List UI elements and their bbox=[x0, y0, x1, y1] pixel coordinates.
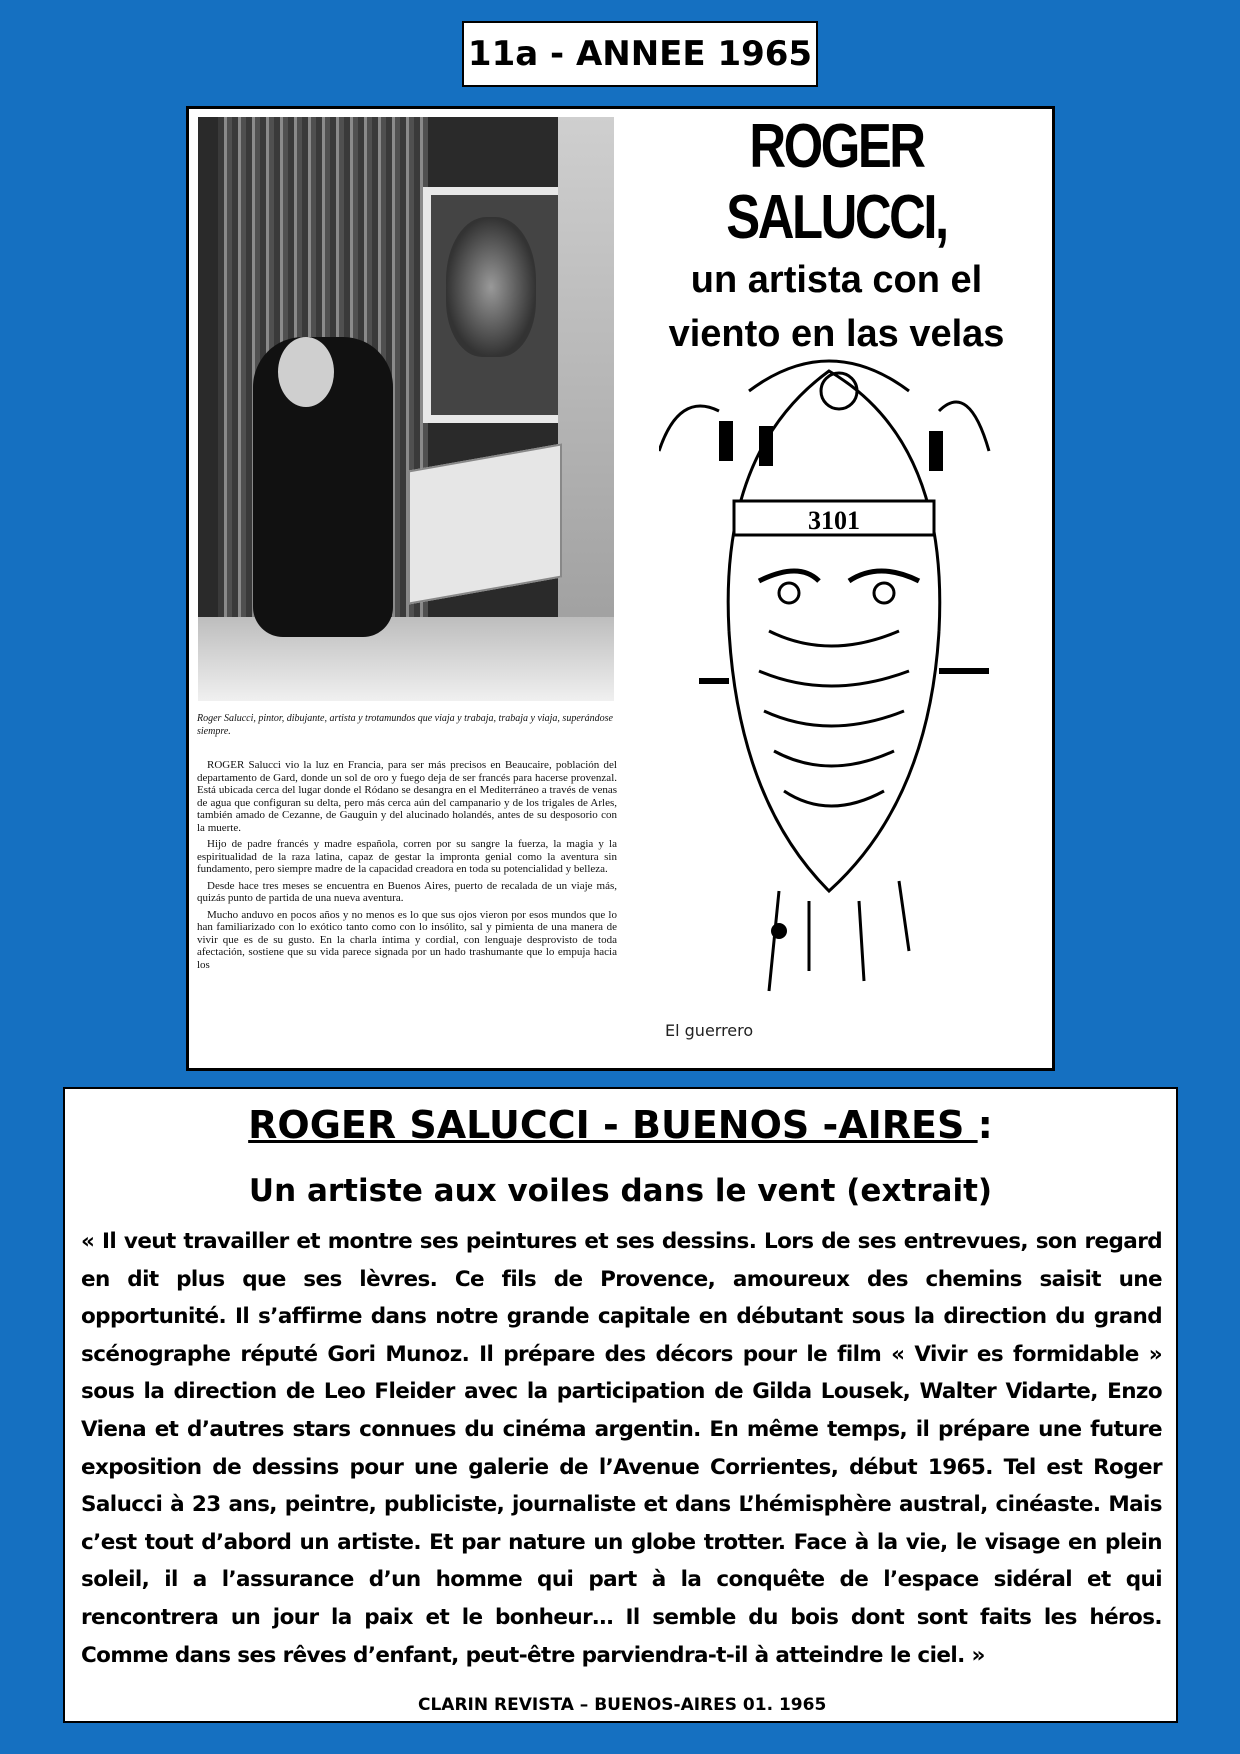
article-paragraph: Mucho anduvo en pocos años y no menos es lo que sus ojos vieron por esos mundos que lo han familiarizado con lo exótico tanto como con lo insólito, sal y pimienta de una manera de vivir que es de su gusto. En la charla íntima y cordial, con lenguaje desprovisto de toda afectación, sostiene que su vida parece signada por un hado trashumante que lo empuja hacia los bbox=[197, 908, 617, 971]
headline-line-1: un artista con el bbox=[690, 259, 983, 301]
summary-body: « Il veut travailler et montre ses peintures et ses dessins. Lors de ses entrevues, son regard en dit plus que ses lèvres. Ce fils de Provence, amoureux des chemins saisit une opportunité. Il s’affirme dans notre grande capitale en débutant sous la direction du grand scénographe réputé Gori Munoz. Il prépare des décors pour le film « Vivir es formidable » sous la direction de Leo Fleider avec la participation de Gilda Lousek, Walter Vidarte, Enzo Viena et d’autres stars connues du cinéma argentin. En même temps, il prépare une future exposition de dessins pour une galerie de l’Avenue Corrientes, début 1965. Tel est Roger Salucci à 23 ans, peintre, publiciste, journaliste et dans L’hémisphère austral, cinéaste. Mais c’est tout d’abord un artiste. Et par nature un globe trotter. Face à la vie, le visage en plein soleil, il a l’assurance d’un homme qui part à la conquête de l’espace sidéral et qui rencontrera un jour la paix et le bonheur… Il semble du bois dont sont faits les héros. Comme dans ses rêves d’enfant, peut-être parviendra-t-il à atteindre le ciel. » bbox=[81, 1229, 1162, 1668]
warrior-drawing bbox=[659, 331, 999, 1011]
summary-title-main: ROGER SALUCCI - BUENOS -AIRES bbox=[248, 1103, 978, 1147]
page-label: 11a - ANNEE 1965 bbox=[462, 21, 818, 87]
article-paragraph: ROGER Salucci vio la luz en Francia, para ser más precisos en Beaucaire, población del departamento de Gard, donde un sol de oro y fuego deja de ser francés para hacerse provenzal. Está ubicada cerca del lugar donde el Ródano se desangra en el Mediterráneo a través de venas de agua que configuran su delta, pero más cerca aún del campanario y de los trigales de Arles, también amado de Cezanne, de Gauguin y del alucinado holandés, antes de su desposorio con la muerte. bbox=[197, 759, 617, 834]
headline-name: ROGER SALUCCI, bbox=[726, 112, 947, 252]
drawing-number: 3101 bbox=[808, 506, 860, 535]
summary-title bbox=[65, 1103, 1176, 1147]
article-paragraph: Hijo de padre francés y madre española, corren por su sangre la fuerza, la magia y la espiritualidad de la raza latina, capaz de gestar la impronta genial como la aventura sin fundamento, pero siempre madre de la capacidad creadora en toda su potencialidad y belleza. bbox=[197, 838, 617, 875]
photo-caption: Roger Salucci, pintor, dibujante, artista y trotamundos que viaja y trabaja, trabaja y viaja, superándose siempre. bbox=[197, 713, 613, 737]
headline-line-2: viento en las velas bbox=[668, 313, 1005, 355]
summary-title-colon: : bbox=[977, 1103, 993, 1147]
summary-subtitle: Un artiste aux voiles dans le vent (extrait) bbox=[248, 1173, 993, 1209]
clipping-headline bbox=[624, 109, 1049, 361]
drawing-caption: El guerrero bbox=[665, 1021, 754, 1040]
summary-panel bbox=[63, 1087, 1178, 1723]
article-text bbox=[197, 759, 617, 975]
newspaper-clipping bbox=[186, 106, 1055, 1071]
artist-photo bbox=[198, 117, 614, 701]
source-credit: CLARIN REVISTA – BUENOS-AIRES 01. 1965 bbox=[418, 1695, 827, 1715]
article-paragraph: Desde hace tres meses se encuentra en Buenos Aires, puerto de recalada de un viaje más, quizás punto de partida de una nueva aventura. bbox=[197, 879, 617, 904]
